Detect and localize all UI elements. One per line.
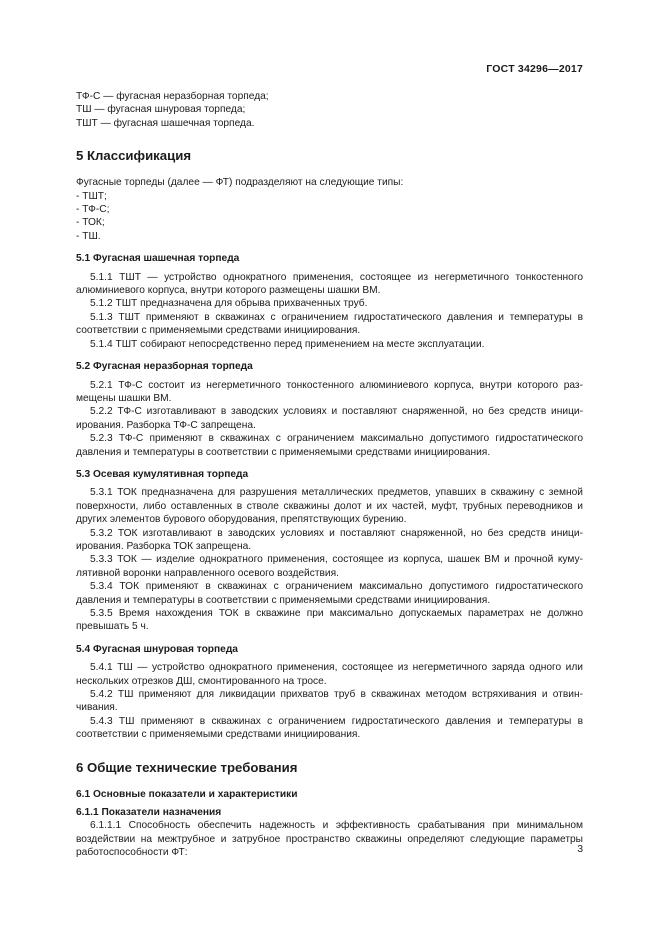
- intro-line: ТШТ — фугасная шашечная торпеда.: [76, 117, 255, 129]
- document-code: ГОСТ 34296—2017: [486, 63, 583, 75]
- paragraph: 5.2.2 ТФ-С изготавливают в заводских условиях и поставляют снаряженной, но без средств инициирования. Разборка ТФ-С запрещена.: [76, 406, 583, 431]
- type-list-item: - ТШ.: [76, 230, 101, 242]
- type-list-item: - ТФ-С;: [76, 204, 110, 216]
- paragraph: 5.1.2 ТШТ предназначена для обрыва прихваченных труб.: [90, 298, 368, 310]
- paragraph: 5.1.1 ТШТ — устройство однократного применения, состоящее из негерметичного тонкостенного алюминиевого корпуса, внутри которого размещены шашки ВМ.: [76, 271, 583, 297]
- intro-line: ТФ-С — фугасная неразборная торпеда;: [76, 91, 269, 102]
- paragraph: 5.1.4 ТШТ собирают непосредственно перед применением на месте эксплуатации.: [90, 338, 485, 350]
- type-list-item: - ТОК;: [76, 217, 105, 229]
- section-5-heading: 5 Классификация: [76, 148, 192, 164]
- section-5-3-heading: 5.3 Осевая кумулятивная торпеда: [76, 468, 249, 480]
- intro-line: ТШ — фугасная шнуровая торпеда;: [76, 104, 246, 116]
- paragraph: 5.3.1 ТОК предназначена для разрушения металлических предметов, упавших в скважину с земной поверхности, либо оставленных в стволе скважины долот и их частей, муфт, трубных переводников и других элементов бурового оборудования, препятствующих бурению.: [76, 487, 583, 526]
- paragraph: 5.4.2 ТШ применяют для ликвидации прихватов труб в скважинах методом встряхивания и отвинчивания.: [76, 689, 583, 714]
- paragraph: 5.3.2 ТОК изготавливают в заводских условиях и поставляют снаряженной, но без средств инициирования. Разборка ТОК запрещена.: [76, 527, 583, 552]
- section-5-4-heading: 5.4 Фугасная шнуровая торпеда: [76, 643, 238, 655]
- paragraph: 5.3.5 Время нахождения ТОК в скважине при максимально допускаемых параметрах не должно превышать 5 ч.: [76, 608, 583, 633]
- paragraph: 5.2.1 ТФ-С состоит из негерметичного тонкостенного алюминиевого корпуса, внутри которого размещены шашки ВМ.: [76, 379, 583, 404]
- page-number: 3: [577, 844, 583, 855]
- type-list-item: - ТШТ;: [76, 190, 107, 202]
- paragraph: 5.3.3 ТОК — изделие однократного применения, состоящее из корпуса, шашек ВМ и прочной кумулятивной воронки направленного осевого воздействия.: [76, 554, 583, 579]
- paragraph: 5.3.4 ТОК применяют в скважинах с ограничением максимально допустимого гидростатического давления и температуры в соответствии с применяемыми средствами инициирования.: [76, 581, 583, 606]
- section-6-1-heading: 6.1 Основные показатели и характеристики: [76, 788, 298, 800]
- paragraph: 5.4.1 ТШ — устройство однократного применения, состоящее из негерметичного заряда одного или нескольких отрезков ДШ, смонтированного на тросе.: [76, 662, 583, 687]
- section-6-1-1-heading: 6.1.1 Показатели назначения: [76, 807, 222, 819]
- paragraph: 5.1.3 ТШТ применяют в скважинах с ограничением гидростатического давления и температуры в соответствии с применяемыми средствами инициирования.: [76, 311, 583, 337]
- document-body: [76, 90, 583, 860]
- paragraph: 5.4.3 ТШ применяют в скважинах с ограничением гидростатического давления и температуры в соответствии с применяемыми средствами инициирования.: [76, 715, 583, 741]
- classification-lead: Фугасные торпеды (далее — ФТ) подразделяют на следующие типы:: [76, 177, 404, 189]
- paragraph: 5.2.3 ТФ-С применяют в скважинах с ограничением максимально допустимого гидростатического давления и температуры в соответствии с применяемыми средствами инициирования.: [76, 433, 583, 458]
- section-6-heading: 6 Общие технические требования: [76, 759, 298, 775]
- section-5-1-heading: 5.1 Фугасная шашечная торпеда: [76, 253, 240, 265]
- section-5-2-heading: 5.2 Фугасная неразборная торпеда: [76, 361, 253, 373]
- paragraph: 6.1.1.1 Способность обеспечить надежность и эффективность срабатывания при минимальном воздействии на межтрубное и затрубное пространство скважины определяют следующие параметры работоспособности ФТ:: [76, 820, 583, 859]
